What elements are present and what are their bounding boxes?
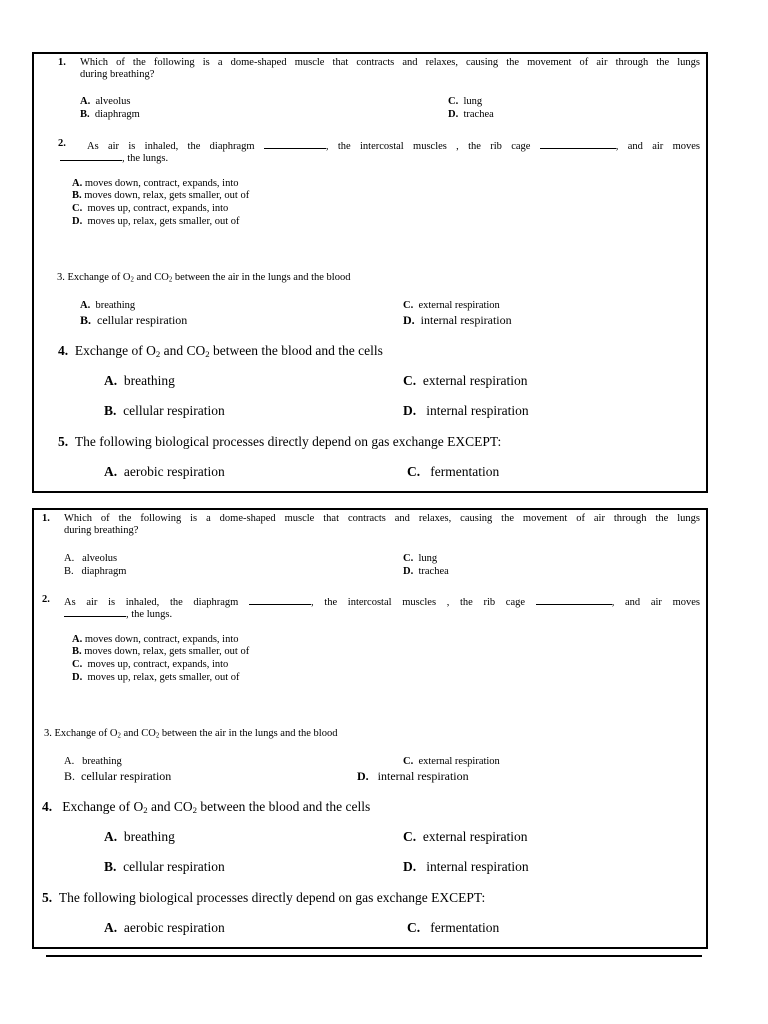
q5-option-c: C. fermentation: [407, 464, 500, 479]
question-2-text-cont-copy: , the lungs.: [64, 607, 172, 621]
bottom-divider: [46, 955, 702, 957]
question-1-number: 1.: [58, 57, 66, 68]
q4-option-a: A. breathing: [104, 373, 175, 388]
question-4-text: 4. Exchange of $O_2$ and $CO_2$ between the blood and the cells: [58, 343, 383, 360]
q2-option-b-copy: B. moves down, relax, gets smaller, out of: [72, 646, 250, 657]
q5-option-a-copy: A. aerobic respiration: [104, 920, 225, 935]
q3-option-d: D. internal respiration: [403, 313, 512, 327]
q2-option-d-copy: D. moves up, relax, gets smaller, out of: [72, 672, 240, 683]
q4-option-b: B. cellular respiration: [104, 403, 225, 418]
q3-option-c: C. external respiration: [403, 300, 500, 311]
q5-option-a: A. aerobic respiration: [104, 464, 225, 479]
q3-option-a: A. breathing: [80, 300, 136, 311]
q4-option-d: D. internal respiration: [403, 403, 529, 418]
q2-option-a-copy: A. moves down, contract, expands, into: [72, 634, 239, 645]
q1-option-c: C. lung: [448, 96, 483, 107]
question-1-number-copy: 1.: [42, 513, 50, 524]
q2-option-c-copy: C. moves up, contract, expands, into: [72, 659, 229, 670]
q3-option-a-copy: A. breathing: [64, 756, 122, 767]
q5-option-c-copy: C. fermentation: [407, 920, 500, 935]
q3-option-b: B. cellular respiration: [80, 313, 188, 327]
q1-option-c-copy: C. lung: [403, 553, 438, 564]
q2-option-d: D. moves up, relax, gets smaller, out of: [72, 216, 240, 227]
q1-option-a: A. alveolus: [80, 96, 131, 107]
q1-option-b-copy: B. diaphragm: [64, 566, 127, 577]
q4-option-a-copy: A. breathing: [104, 829, 175, 844]
question-1-text-cont-copy: during breathing?: [64, 525, 139, 536]
q1-option-d: D. trachea: [448, 109, 494, 120]
q1-option-d-copy: D. trachea: [403, 566, 449, 577]
question-3-text: 3. Exchange of $O_2$ and $CO_2$ between the air in the lungs and the blood: [57, 272, 351, 284]
q1-option-b: B. diaphragm: [80, 109, 140, 120]
question-3-text-copy: 3. Exchange of $O_2$ and $CO_2$ between the air in the lungs and the blood: [44, 728, 338, 740]
q4-option-d-copy: D. internal respiration: [403, 859, 529, 874]
question-2-text-cont: , the lungs.: [60, 151, 168, 165]
q4-option-c: C. external respiration: [403, 373, 528, 388]
q3-option-c-copy: C. external respiration: [403, 756, 500, 767]
question-2-number-copy: 2.: [42, 594, 50, 605]
q2-option-c: C. moves up, contract, expands, into: [72, 203, 229, 214]
q3-option-b-copy: B. cellular respiration: [64, 769, 172, 783]
question-5-text-copy: 5. The following biological processes directly depend on gas exchange EXCEPT:: [42, 890, 486, 905]
q1-option-a-copy: A. alveolus: [64, 553, 118, 564]
question-1-text-copy: Which of the following is a dome-shaped muscle that contracts and relaxes, causing the movement of air through the lungs: [64, 513, 700, 524]
q3-option-d-copy: D. internal respiration: [357, 769, 469, 783]
q4-option-b-copy: B. cellular respiration: [104, 859, 225, 874]
question-4-text-copy: 4. Exchange of $O_2$ and $CO_2$ between the blood and the cells: [42, 799, 371, 816]
question-2-text-copy: As air is inhaled, the diaphragm , the intercostal muscles , the rib cage , and air moves: [64, 597, 700, 608]
q4-option-c-copy: C. external respiration: [403, 829, 528, 844]
q2-option-b: B. moves down, relax, gets smaller, out of: [72, 190, 250, 201]
question-5-text: 5. The following biological processes directly depend on gas exchange EXCEPT:: [58, 434, 502, 449]
question-1-text: Which of the following is a dome-shaped muscle that contracts and relaxes, causing the movement of air through the lungs: [80, 57, 700, 68]
q2-option-a: A. moves down, contract, expands, into: [72, 178, 239, 189]
question-2-text: As air is inhaled, the diaphragm , the intercostal muscles , the rib cage , and air moves: [87, 141, 701, 152]
question-1-text-cont: during breathing?: [80, 69, 155, 80]
question-2-number: 2.: [58, 138, 66, 149]
